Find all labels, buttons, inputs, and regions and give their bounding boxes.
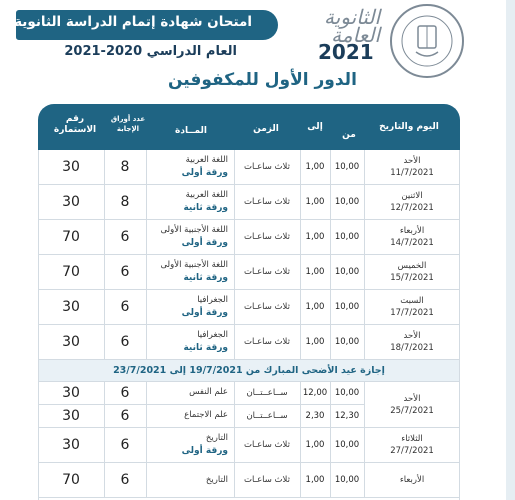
exam-date: 27/7/2021 <box>390 446 434 456</box>
sheets-cell <box>104 255 146 289</box>
subject-cell <box>146 463 234 497</box>
header-form: رقم الاستمارة <box>53 114 97 135</box>
day-cell <box>364 255 460 289</box>
form-number: 30 <box>62 159 80 175</box>
to-cell <box>300 428 330 462</box>
from-cell <box>330 220 364 254</box>
day-name: الثلاثاء <box>401 434 423 444</box>
duration: ثلاث ساعـات <box>243 197 290 207</box>
paper-label: ورقة أولى <box>181 446 228 456</box>
subject-name: التاريخ <box>205 474 228 485</box>
form-cell <box>38 405 104 428</box>
table-header <box>38 104 460 150</box>
sheet-count: 8 <box>120 159 130 175</box>
sub-row <box>38 382 364 405</box>
sheet-count: 6 <box>120 407 130 424</box>
exam-date: 17/7/2021 <box>390 308 434 318</box>
subject-cell <box>146 185 234 219</box>
subject-cell <box>146 220 234 254</box>
paper-label: ورقة أولى <box>181 238 228 248</box>
paper-label: ورقة أولى <box>181 308 228 318</box>
start-time: 10,00 <box>334 162 360 172</box>
header-to: إلى <box>307 122 323 132</box>
exam-date: 14/7/2021 <box>390 238 434 248</box>
day-cell <box>364 150 460 184</box>
day-cell <box>364 463 460 497</box>
day-cell <box>364 185 460 219</box>
thanaweya-logo <box>300 6 380 64</box>
subject-name: اللغة العربية <box>185 190 228 200</box>
from-cell <box>330 325 364 359</box>
day-cell <box>364 382 460 427</box>
day-name: السبت <box>400 296 424 306</box>
end-time: 1,00 <box>305 302 325 312</box>
form-cell <box>38 428 104 462</box>
time-cell <box>234 405 300 428</box>
logo-year: 2021 <box>318 40 374 64</box>
exam-date: 18/7/2021 <box>390 343 434 353</box>
sheets-cell <box>104 185 146 219</box>
to-cell <box>300 185 330 219</box>
end-time: 1,00 <box>305 267 325 277</box>
form-number: 30 <box>62 437 80 453</box>
day-name: الخميس <box>397 261 427 271</box>
subject-cell <box>146 255 234 289</box>
table-row <box>38 290 460 325</box>
exam-schedule-table <box>38 104 460 498</box>
end-time: 12,00 <box>302 387 328 398</box>
to-cell <box>300 325 330 359</box>
subject-cell <box>146 382 234 404</box>
subject-cell <box>146 405 234 428</box>
form-number: 30 <box>62 299 80 315</box>
sheet-count: 6 <box>120 384 130 401</box>
duration: ســاعــتــان <box>246 410 288 421</box>
from-cell <box>330 463 364 497</box>
table-row <box>38 150 460 185</box>
start-time: 10,00 <box>334 475 360 485</box>
form-number: 30 <box>62 384 80 401</box>
table-row <box>38 220 460 255</box>
header-time: الزمن <box>253 124 279 134</box>
day-cell <box>364 290 460 324</box>
to-cell <box>300 405 330 428</box>
time-cell <box>234 150 300 184</box>
form-cell <box>38 185 104 219</box>
form-number: 70 <box>62 472 80 488</box>
to-cell <box>300 150 330 184</box>
header-from: من <box>342 130 356 140</box>
subject-name: اللغة العربية <box>185 155 228 165</box>
end-time: 1,00 <box>305 440 325 450</box>
duration: ثلاث ساعـات <box>243 232 290 242</box>
day-name: الأربعاء <box>399 226 425 236</box>
page-edge <box>506 0 515 500</box>
form-cell <box>38 382 104 404</box>
table-row <box>38 382 460 428</box>
start-time: 10,00 <box>334 267 360 277</box>
start-time: 10,00 <box>334 387 360 398</box>
time-cell <box>234 382 300 404</box>
from-cell <box>330 405 364 428</box>
day-name: الأربعاء <box>399 475 425 485</box>
form-number: 30 <box>62 194 80 210</box>
form-number: 70 <box>62 229 80 245</box>
time-cell <box>234 325 300 359</box>
day-name: الأحد <box>403 331 421 341</box>
day-name: الاثنين <box>401 191 423 201</box>
exam-date: 11/7/2021 <box>390 168 434 178</box>
duration: ثلاث ساعـات <box>243 440 290 450</box>
from-cell <box>330 150 364 184</box>
holiday-banner <box>38 360 460 382</box>
duration: ثلاث ساعـات <box>243 337 290 347</box>
sheet-count: 6 <box>120 264 130 280</box>
start-time: 10,00 <box>334 337 360 347</box>
subject-name: علم النفس <box>189 387 228 398</box>
header-day-date: اليوم والتاريخ <box>379 122 439 132</box>
logo-calligraphy: الثانوية العامة <box>324 5 380 47</box>
sheets-cell <box>104 150 146 184</box>
duration: ثلاث ساعـات <box>243 267 290 277</box>
sheets-cell <box>104 325 146 359</box>
start-time: 10,00 <box>334 232 360 242</box>
form-number: 70 <box>62 264 80 280</box>
end-time: 1,00 <box>305 337 325 347</box>
time-cell <box>234 185 300 219</box>
from-cell <box>330 290 364 324</box>
to-cell <box>300 290 330 324</box>
from-cell <box>330 255 364 289</box>
to-cell <box>300 220 330 254</box>
subject-cell <box>146 325 234 359</box>
day-cell <box>364 428 460 462</box>
form-number: 30 <box>62 334 80 350</box>
exam-date: 25/7/2021 <box>390 405 434 416</box>
table-row <box>38 255 460 290</box>
ministry-seal-icon <box>388 2 466 80</box>
start-time: 12,30 <box>334 410 360 421</box>
time-cell <box>234 290 300 324</box>
form-cell <box>38 463 104 497</box>
table-row <box>38 428 460 463</box>
sub-row <box>38 405 364 428</box>
holiday-text: إجازة عيد الأضحى المبارك من 19/7/2021 إلى 23/7/2021 <box>113 365 385 376</box>
paper-label: ورقة ثانية <box>183 203 228 213</box>
duration: ثلاث ساعـات <box>243 162 290 172</box>
page-title: الدور الأول للمكفوفين <box>168 70 357 90</box>
end-time: 1,00 <box>305 197 325 207</box>
start-time: 10,00 <box>334 302 360 312</box>
day-cell <box>364 325 460 359</box>
day-name: الأحد <box>403 393 421 404</box>
exam-date: 12/7/2021 <box>390 203 434 213</box>
form-number: 30 <box>62 407 80 424</box>
table-row <box>38 463 460 498</box>
subject-cell <box>146 150 234 184</box>
end-time: 2,30 <box>305 410 325 421</box>
banner-title: امتحان شهادة إتمام الدراسة الثانوية <box>14 14 252 30</box>
day-cell <box>364 220 460 254</box>
time-cell <box>234 220 300 254</box>
paper-label: ورقة أولى <box>181 168 228 178</box>
to-cell <box>300 255 330 289</box>
end-time: 1,00 <box>305 475 325 485</box>
subject-cell <box>146 428 234 462</box>
sheets-cell <box>104 220 146 254</box>
to-cell <box>300 382 330 404</box>
sheet-count: 6 <box>120 472 130 488</box>
subject-name: الجغرافيا <box>197 330 228 340</box>
start-time: 10,00 <box>334 440 360 450</box>
form-cell <box>38 325 104 359</box>
from-cell <box>330 428 364 462</box>
subject-name: اللغة الأجنبية الأولى <box>160 225 228 235</box>
form-cell <box>38 220 104 254</box>
form-cell <box>38 150 104 184</box>
paper-label: ورقة ثانية <box>183 343 228 353</box>
from-cell <box>330 185 364 219</box>
header-subject: المــادة <box>175 126 207 136</box>
sheets-cell <box>104 428 146 462</box>
end-time: 1,00 <box>305 232 325 242</box>
subject-name: علم الاجتماع <box>184 410 228 421</box>
form-cell <box>38 290 104 324</box>
time-cell <box>234 255 300 289</box>
sheets-cell <box>104 463 146 497</box>
time-cell <box>234 463 300 497</box>
to-cell <box>300 463 330 497</box>
sheets-cell <box>104 405 146 428</box>
exam-date: 15/7/2021 <box>390 273 434 283</box>
sheet-count: 6 <box>120 299 130 315</box>
subject-name: اللغة الأجنبية الأولى <box>160 260 228 270</box>
duration: ســاعــتــان <box>246 387 288 398</box>
paper-label: ورقة ثانية <box>183 273 228 283</box>
duration: ثلاث ساعـات <box>243 475 290 485</box>
subject-cell <box>146 290 234 324</box>
subject-name: التاريخ <box>205 433 228 443</box>
sheets-cell <box>104 382 146 404</box>
sheet-count: 6 <box>120 334 130 350</box>
sheet-count: 8 <box>120 194 130 210</box>
end-time: 1,00 <box>305 162 325 172</box>
table-row <box>38 185 460 220</box>
subject-name: الجغرافيا <box>197 295 228 305</box>
table-row <box>38 325 460 360</box>
sheets-cell <box>104 290 146 324</box>
duration: ثلاث ساعـات <box>243 302 290 312</box>
start-time: 10,00 <box>334 197 360 207</box>
academic-year: العام الدراسي 2020-2021 <box>64 44 237 59</box>
from-cell <box>330 382 364 404</box>
day-name: الأحد <box>403 156 421 166</box>
header-sheets: عدد أوراق الإجابة <box>110 115 146 133</box>
time-cell <box>234 428 300 462</box>
form-cell <box>38 255 104 289</box>
sheet-count: 6 <box>120 437 130 453</box>
sheet-count: 6 <box>120 229 130 245</box>
